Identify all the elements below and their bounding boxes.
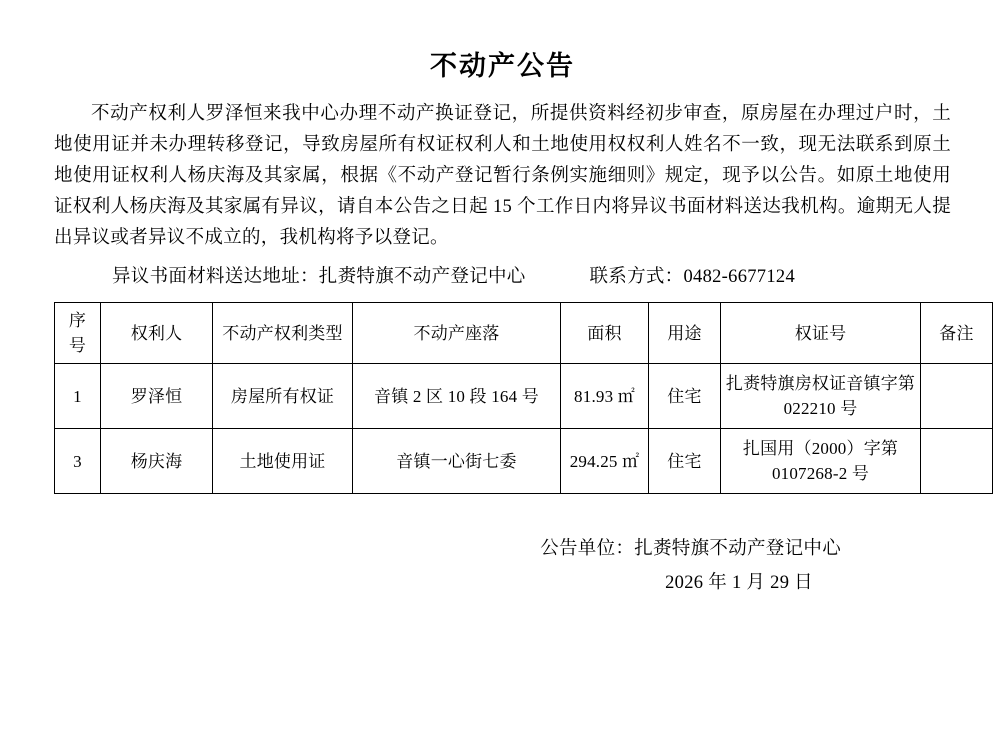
table-header-location: 不动产座落 (353, 303, 561, 364)
cell-location: 音镇 2 区 10 段 164 号 (353, 364, 561, 429)
cell-seq: 1 (55, 364, 101, 429)
cell-owner: 罗泽恒 (101, 364, 213, 429)
date-line: 2026 年 1 月 29 日 (665, 573, 813, 593)
delivery-contact-line (54, 262, 951, 292)
cell-use: 住宅 (649, 429, 721, 494)
table-header (55, 303, 993, 364)
cell-area: 294.25 ㎡ (561, 429, 649, 494)
table-row (55, 364, 993, 429)
contact-info: 联系方式：0482-6677124 (589, 267, 795, 287)
table-header-cert: 权证号 (721, 303, 921, 364)
cell-area: 81.93 ㎡ (561, 364, 649, 429)
cell-use: 住宅 (649, 364, 721, 429)
issuer-line: 公告单位：扎赉特旗不动产登记中心 (540, 539, 841, 559)
cell-type: 土地使用证 (213, 429, 353, 494)
cell-note (921, 429, 993, 494)
cell-cert: 扎赉特旗房权证音镇字第 022210 号 (721, 364, 921, 429)
table-body (55, 364, 993, 494)
table-header-area: 面积 (561, 303, 649, 364)
cell-note (921, 364, 993, 429)
table-header-seq: 序 号 (55, 303, 101, 364)
delivery-address: 异议书面材料送达地址：扎赉特旗不动产登记中心 (112, 267, 526, 287)
table-header-row (55, 303, 993, 364)
table-row (55, 429, 993, 494)
document-footer (54, 532, 951, 600)
cell-type: 房屋所有权证 (213, 364, 353, 429)
table-header-use: 用途 (649, 303, 721, 364)
table-header-note: 备注 (921, 303, 993, 364)
property-table (54, 302, 993, 494)
cell-owner: 杨庆海 (101, 429, 213, 494)
table-header-type: 不动产权利类型 (213, 303, 353, 364)
page-title: 不动产公告 (430, 51, 575, 81)
cell-cert: 扎国用（2000）字第 0107268-2 号 (721, 429, 921, 494)
cell-location: 音镇一心街七委 (353, 429, 561, 494)
announcement-body: 不动产权利人罗泽恒来我中心办理不动产换证登记，所提供资料经初步审查，原房屋在办理过户时，土地使用证并未办理转移登记，导致房屋所有权证权利人和土地使用权权利人姓名不一致，现无法联系到原土地使用证权利人杨庆海及其家属，根据《不动产登记暂行条例实施细则》规定，现予以公告。如原土地使用证权利人杨庆海及其家属有异议，请自本公告之日起 15 个工作日内将异议书面材料送达我机构。逾期无人提出异议或者异议不成立的，我机构将予以登记。 (54, 104, 951, 248)
cell-seq: 3 (55, 429, 101, 494)
document-page (0, 44, 1005, 750)
table-header-owner: 权利人 (101, 303, 213, 364)
